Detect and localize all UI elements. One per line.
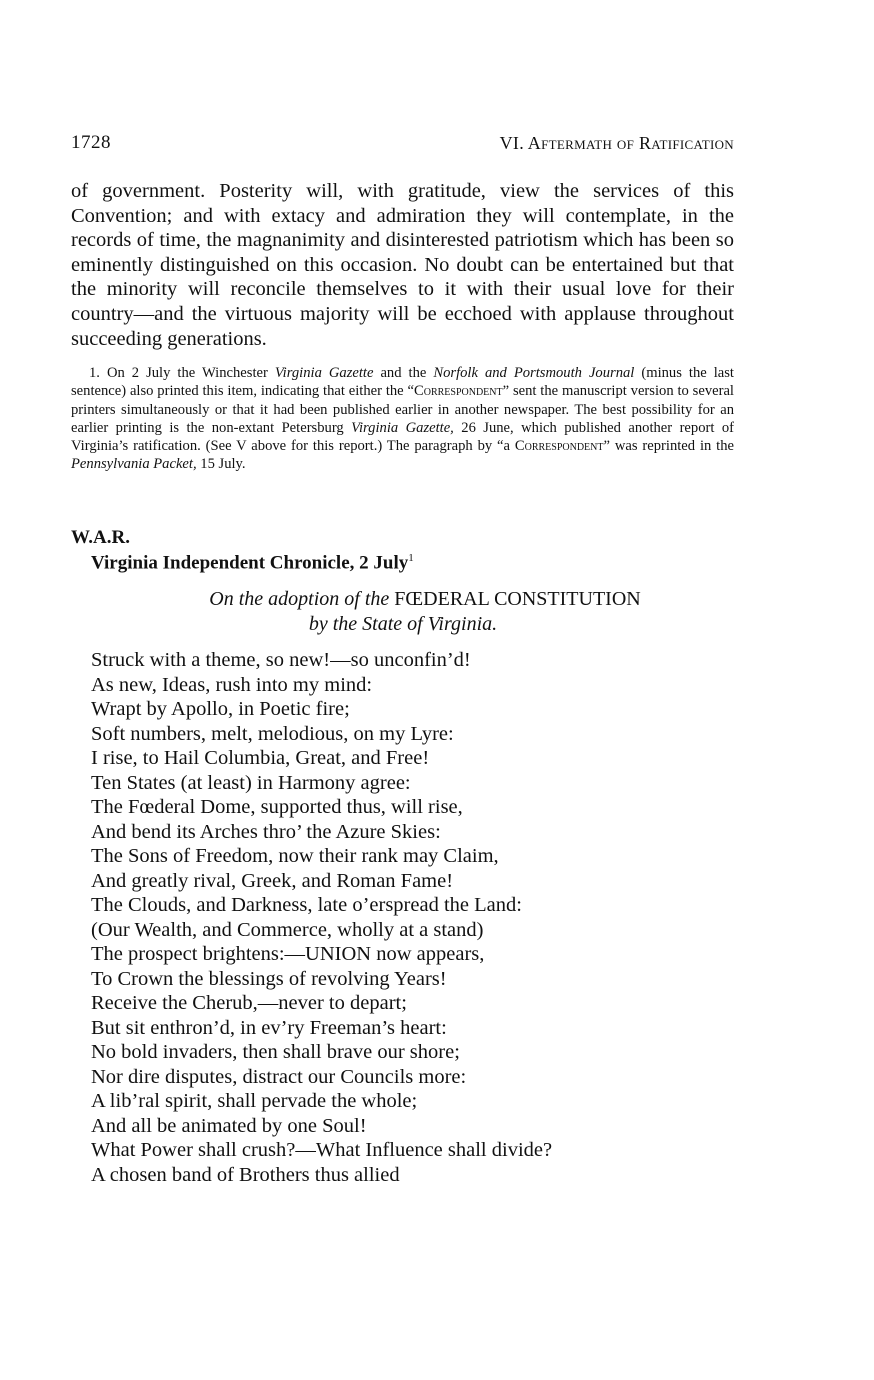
poem-line: The Clouds, and Darkness, late o’erspread the Land:	[91, 894, 522, 916]
document-source	[91, 552, 414, 574]
poem-line: What Power shall crush?—What Influence shall divide?	[91, 1139, 553, 1161]
poem-line: I rise, to Hail Columbia, Great, and Free!	[91, 747, 430, 769]
footnote-newspaper-title: Norfolk and Portsmouth Journal	[433, 365, 635, 381]
body-paragraph: of government. Posterity will, with gratitude, view the services of this Convention; and with extacy and admiration they will contemplate, in the records of time, the magnanimity and disinterested patriotism which has been so eminently distinguished on this occasion. No doubt can be entertained but that the minority will reconcile themselves to it with their usual love for their country—and the virtuous majority will be ecchoed with applause throughout succeeding generations.	[71, 180, 734, 350]
poem-line: The prospect brightens:—UNION now appears,	[91, 943, 485, 965]
footnote-text: 15 July.	[196, 456, 246, 473]
footnote-text: (minus the last sentence) also printed this item, indicating that either the “	[71, 365, 734, 400]
poem-line: A lib’ral spirit, shall pervade the whole;	[91, 1090, 418, 1112]
poem-title-line-2	[71, 612, 734, 637]
poem-line: Receive the Cherub,—never to depart;	[91, 992, 407, 1014]
poem-line: And greatly rival, Greek, and Roman Fame!	[91, 869, 454, 892]
footnote-newspaper-title: Pennsylvania Packet,	[71, 456, 197, 473]
poem-line: And all be animated by one Soul!	[91, 1114, 367, 1137]
poem-line: No bold invaders, then shall brave our shore;	[91, 1041, 460, 1063]
running-head: VI. Aftermath of Ratification	[499, 133, 734, 153]
poem-title-roman: FŒDERAL CONSTITUTION	[389, 588, 641, 610]
poem-line: To Crown the blessings of revolving Years!	[91, 967, 447, 990]
poem-title-italic: by the State of Virginia.	[308, 613, 498, 635]
poem-line: But sit enthron’d, in ev’ry Freeman’s heart:	[91, 1016, 447, 1039]
poem-line: (Our Wealth, and Commerce, wholly at a stand)	[91, 918, 484, 941]
poem-line: Struck with a theme, so new!—so unconfin’d!	[91, 649, 471, 671]
poem-line: Wrapt by Apollo, in Poetic fire;	[91, 698, 350, 720]
footnote-text: 1. On 2 July the Winchester	[89, 365, 275, 381]
poem-body	[91, 648, 731, 1187]
poem-line: Ten States (at least) in Harmony agree:	[91, 771, 411, 794]
document-author: W.A.R.	[71, 527, 130, 548]
poem-line: The Fœderal Dome, supported thus, will rise,	[91, 796, 463, 818]
poem-line: A chosen band of Brothers thus allied	[91, 1163, 400, 1186]
page-number: 1728	[71, 132, 111, 153]
poem-line: As new, Ideas, rush into my mind:	[91, 673, 373, 696]
footnote-text: ” was reprinted in the	[603, 438, 734, 455]
footnote-text: and the	[373, 365, 434, 381]
poem-title	[71, 587, 734, 637]
poem-line: Nor dire disputes, distract our Councils more:	[91, 1065, 467, 1088]
footnote-reference: 1	[408, 552, 414, 564]
footnote-text: 26 June, which published another report of Virginia’s ratification. (See V above for this report.) The paragraph by “a	[71, 419, 734, 455]
footnote-newspaper-title: Virginia Gazette,	[351, 419, 454, 436]
poem-line: The Sons of Freedom, now their rank may Claim,	[91, 845, 499, 867]
document-source-title: Virginia Independent Chronicle, 2 July	[91, 552, 409, 574]
page-header	[71, 132, 734, 158]
poem-title-line-1	[71, 587, 734, 612]
poem-line: Soft numbers, melt, melodious, on my Lyre:	[91, 722, 454, 745]
footnote	[71, 364, 734, 474]
footnote-newspaper-title: Virginia Gazette	[274, 365, 374, 381]
footnote-small-caps: Correspondent	[413, 383, 503, 400]
footnote-small-caps: Correspondent	[514, 438, 604, 455]
poem-line: And bend its Arches thro’ the Azure Skies:	[91, 820, 441, 843]
footnote-text: ” sent the manuscript version to several printers simultaneously or that it had been published earlier in another newspaper. The best possibility for an earlier printing is the non-extant Petersburg	[71, 383, 734, 436]
poem-title-italic: On the adoption of the	[209, 588, 390, 610]
